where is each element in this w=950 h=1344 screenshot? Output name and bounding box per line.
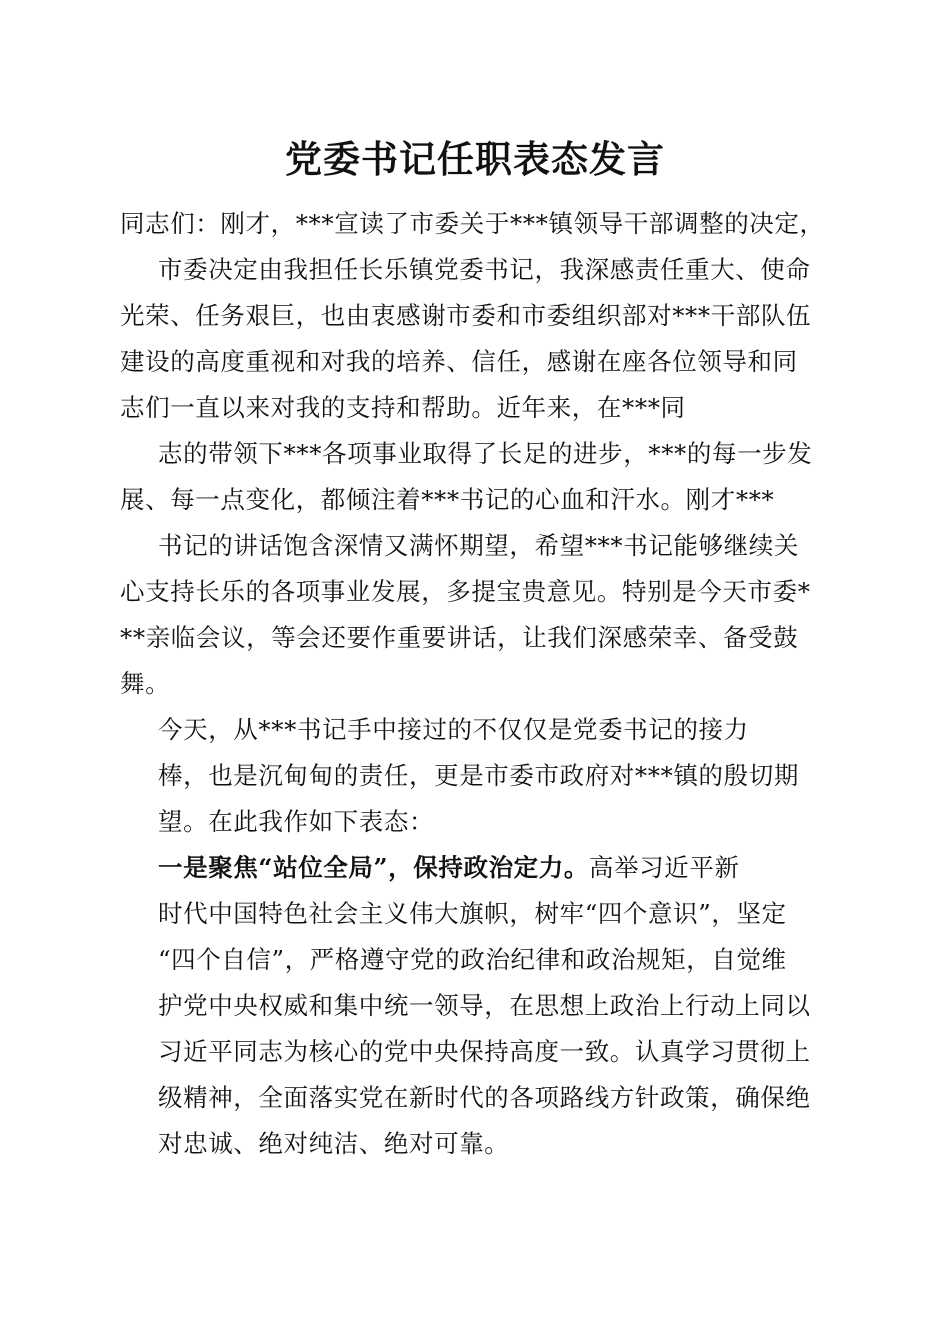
body-line-6: 志的带领下***各项事业取得了长足的进步，***的每一步发: [158, 439, 813, 468]
body-line-19: 习近平同志为核心的党中央保持高度一致。认真学习贯彻上: [158, 1037, 811, 1066]
body-line-20: 级精神，全面落实党在新时代的各项路线方针政策，确保绝: [158, 1083, 811, 1112]
section-heading-1: 一是聚焦“站位全局”，保持政治定力。: [158, 853, 589, 882]
body-line-15: [158, 848, 740, 888]
body-line-17: “四个自信”，严格遵守党的政治纪律和政治规矩，自觉维: [158, 945, 787, 974]
body-line-14: 望。在此我作如下表态：: [158, 807, 435, 836]
body-line-21: 对忠诚、绝对纯洁、绝对可靠。: [158, 1129, 510, 1158]
body-line-1: 同志们：刚才，***宣读了市委关于***镇领导干部调整的决定，: [120, 209, 825, 238]
body-line-16: 时代中国特色社会主义伟大旗帜，树牢“四个意识”，坚定: [158, 899, 787, 928]
body-line-4: 建设的高度重视和对我的培养、信任，感谢在座各位领导和同: [120, 347, 798, 376]
body-line-7: 展、每一点变化，都倾注着***书记的心血和汗水。刚才***: [120, 485, 775, 514]
body-line-11: 舞。: [120, 669, 171, 698]
document-title: 党委书记任职表态发言: [285, 137, 665, 181]
body-line-10: **亲临会议，等会还要作重要讲话，让我们深感荣幸、备受鼓: [120, 623, 799, 652]
body-line-2: 市委决定由我担任长乐镇党委书记，我深感责任重大、使命: [158, 255, 811, 284]
body-line-5: 志们一直以来对我的支持和帮助。近年来，在***同: [120, 393, 686, 422]
section-heading-1-continuation: 高举习近平新: [588, 853, 740, 882]
body-line-8: 书记的讲话饱含深情又满怀期望，希望***书记能够继续关: [158, 531, 799, 560]
body-line-18: 护党中央权威和集中统一领导，在思想上政治上行动上同以: [158, 991, 811, 1020]
body-line-3: 光荣、任务艰巨，也由衷感谢市委和市委组织部对***干部队伍: [120, 301, 812, 330]
body-line-9: 心支持长乐的各项事业发展，多提宝贵意见。特别是今天市委*: [120, 577, 811, 606]
body-line-13: 棒，也是沉甸甸的责任，更是市委市政府对***镇的殷切期: [158, 761, 799, 790]
body-line-12: 今天，从***书记手中接过的不仅仅是党委书记的接力: [158, 715, 749, 744]
